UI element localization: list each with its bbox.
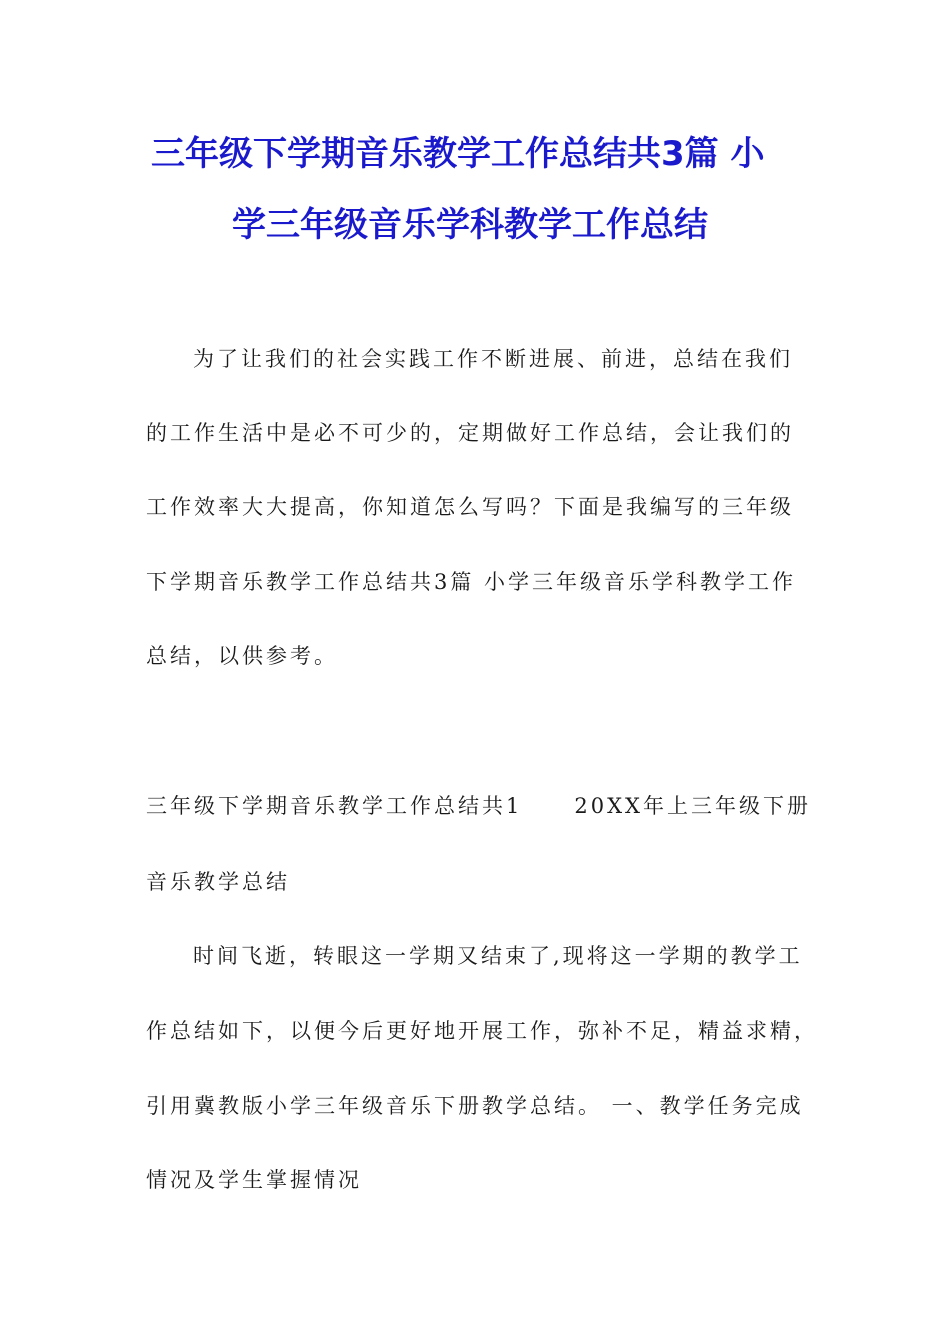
intro-line-2: 的工作生活中是必不可少的，定期做好工作总结，会让我们的	[146, 421, 794, 445]
document-title-line-1: 三年级下学期音乐教学工作总结共3篇 小	[151, 134, 765, 174]
document-title-line-2: 学三年级音乐学科教学工作总结	[232, 205, 708, 245]
intro-line-4: 下学期音乐教学工作总结共3篇 小学三年级音乐学科教学工作	[146, 570, 797, 594]
body-line-2: 作总结如下，以便今后更好地开展工作，弥补不足，精益求精，	[146, 1019, 818, 1043]
intro-line-5: 总结，以供参考。	[146, 644, 338, 668]
intro-line-3: 工作效率大大提高，你知道怎么写吗？下面是我编写的三年级	[146, 495, 794, 519]
section-heading-right: 20XX年上三年级下册	[574, 794, 811, 818]
section-heading	[146, 796, 811, 817]
section-heading-line-2: 音乐教学总结	[146, 870, 290, 894]
body-line-3: 引用冀教版小学三年级音乐下册教学总结。 一、教学任务完成	[146, 1094, 804, 1118]
body-line-1: 时间飞逝，转眼这一学期又结束了,现将这一学期的教学工	[193, 944, 803, 968]
body-line-4: 情况及学生掌握情况	[146, 1168, 362, 1192]
section-heading-left: 三年级下学期音乐教学工作总结共1	[146, 794, 523, 818]
intro-line-1: 为了让我们的社会实践工作不断进展、前进，总结在我们	[193, 347, 793, 371]
